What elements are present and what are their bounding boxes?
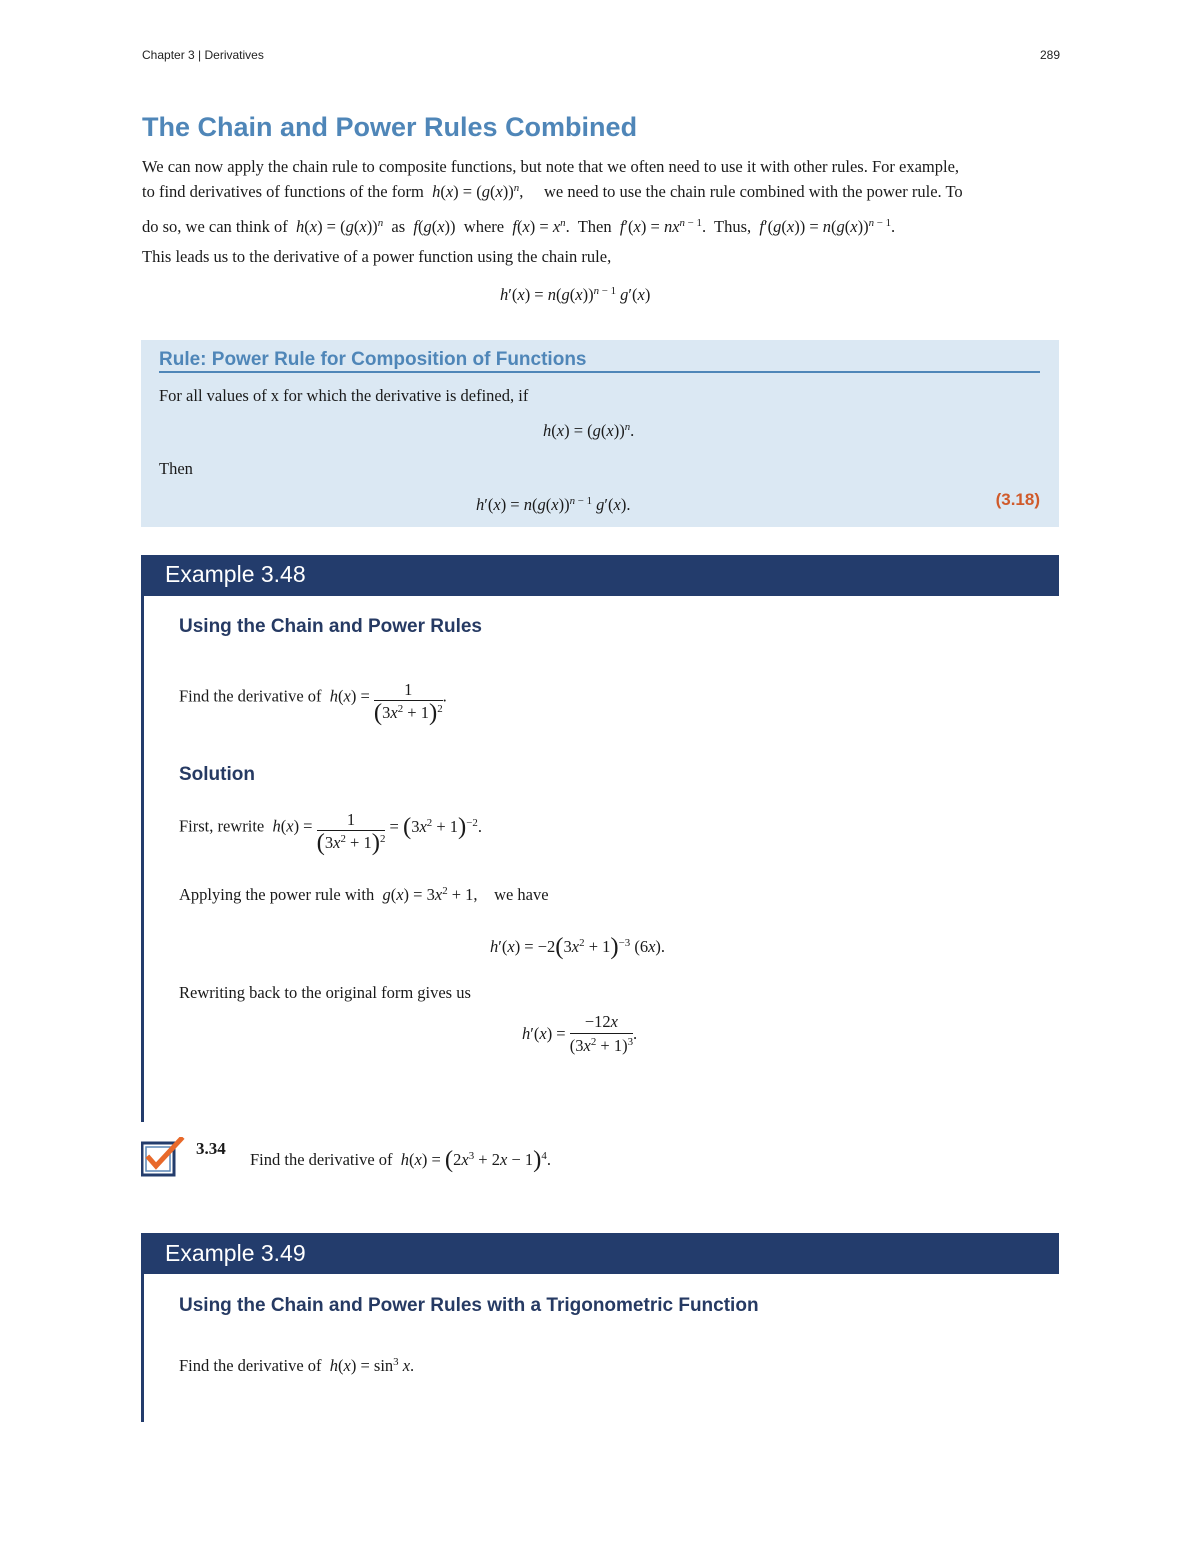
example-3-48-label: Example 3.48 [165, 561, 306, 587]
intro-text: do so, we can think of [142, 217, 288, 236]
checkbox-checkmark-icon [141, 1137, 181, 1177]
rule-then: Then [159, 459, 193, 478]
checkpoint-problem: Find the derivative of $h(x) = (2x^3 + 2x - 1)^4$. [250, 1145, 551, 1173]
intro-paragraph-line-1: We can now apply the chain rule to composite functions, but note that we often need to use it with other rules. For example, [142, 157, 960, 176]
intro-text: we need to use the chain rule combined with the power rule. To [543, 182, 963, 201]
solution-step-rewrite-back: Rewriting back to the original form gives us [179, 983, 471, 1002]
example-3-49-side-rule [141, 1274, 144, 1422]
rule-divider [159, 371, 1040, 373]
rule-intro: For all values of x for which the derivative is defined, if [159, 386, 529, 405]
checkpoint-number: 3.34 [196, 1139, 226, 1158]
checkpoint-text: Find the derivative of [250, 1150, 393, 1169]
problem-text: Find the derivative of [179, 686, 322, 706]
solution-final-answer: h′(x) = $\frac{-12x}{(3x^2 + 1)^3}$ . [522, 1012, 638, 1055]
intro-text: as [391, 217, 406, 236]
intro-text: Then [577, 217, 612, 236]
problem-text: Find the derivative of [179, 1356, 322, 1375]
intro-paragraph-line-2: to find derivatives of functions of the form $h(x) = (g(x))^n$, we need to use the chain rule combined with the power rule. To [142, 182, 963, 201]
fraction: $\frac{1}{(3x^2 + 1)^2}$ [373, 680, 443, 726]
example-3-48-subtitle: Using the Chain and Power Rules [179, 616, 482, 637]
intro-paragraph-line-3: do so, we can think of $h(x) = (g(x))^n$ as f(g(x)) where $f(x) = x^n$. Then $f'(x) = nx^{n - 1}$. Thus, $f'(g(x)) = n(g(x))^{n - 1}$. [142, 217, 896, 236]
solution-step-rewrite: First, rewrite h(x) = $\frac{1}{(3x^2 + 1)^2}$ = $(3x^2 + 1)^{-2}$. [179, 810, 482, 856]
page-number: 289 [1039, 48, 1060, 62]
solution-equation-derivative: $h'(x) = -2(3x^2 + 1)^{-3}$ (6x). [490, 932, 666, 960]
fraction: $\frac{1}{(3x^2 + 1)^2}$ [316, 810, 386, 856]
solution-text: Applying the power rule with [179, 885, 375, 904]
example-3-49-problem: Find the derivative of $h(x) = \sin^3 x$. [179, 1356, 415, 1375]
solution-heading: Solution [179, 764, 255, 785]
example-3-49-label: Example 3.49 [165, 1240, 306, 1266]
intro-text: Thus, [714, 217, 752, 236]
section-title: The Chain and Power Rules Combined [142, 112, 638, 142]
running-header-chapter: Chapter 3 | Derivatives [142, 48, 264, 62]
math-expression: h [427, 182, 441, 201]
intro-text: where [463, 217, 505, 236]
example-3-48-side-rule [141, 596, 144, 1122]
rule-title: Rule: Power Rule for Composition of Functions [159, 349, 587, 370]
equation-number: (3.18) [995, 490, 1040, 509]
display-equation-chain-power: $h'(x) = n(g(x))^{n - 1}$ g′(x) [500, 285, 651, 304]
fraction: $\frac{-12x}{(3x^2 + 1)^3}$ [569, 1012, 634, 1055]
solution-step-power-rule: Applying the power rule with $g(x) = 3x^2 + 1$, we have [179, 885, 549, 904]
rule-equation-derivative: $h'(x) = n(g(x))^{n - 1}$ g′(x). [476, 495, 631, 514]
example-3-48-problem: Find the derivative of h(x) = $\frac{1}{(3x^2 + 1)^2}$ . [179, 680, 447, 726]
intro-paragraph-line-4: This leads us to the derivative of a power function using the chain rule, [142, 247, 612, 266]
example-3-49-subtitle: Using the Chain and Power Rules with a Trigonometric Function [179, 1295, 759, 1316]
rule-equation-h: $h(x) = (g(x))^n$. [543, 421, 635, 440]
intro-text: to find derivatives of functions of the form [142, 182, 424, 201]
solution-text: we have [494, 885, 549, 904]
solution-text: First, rewrite [179, 816, 265, 836]
